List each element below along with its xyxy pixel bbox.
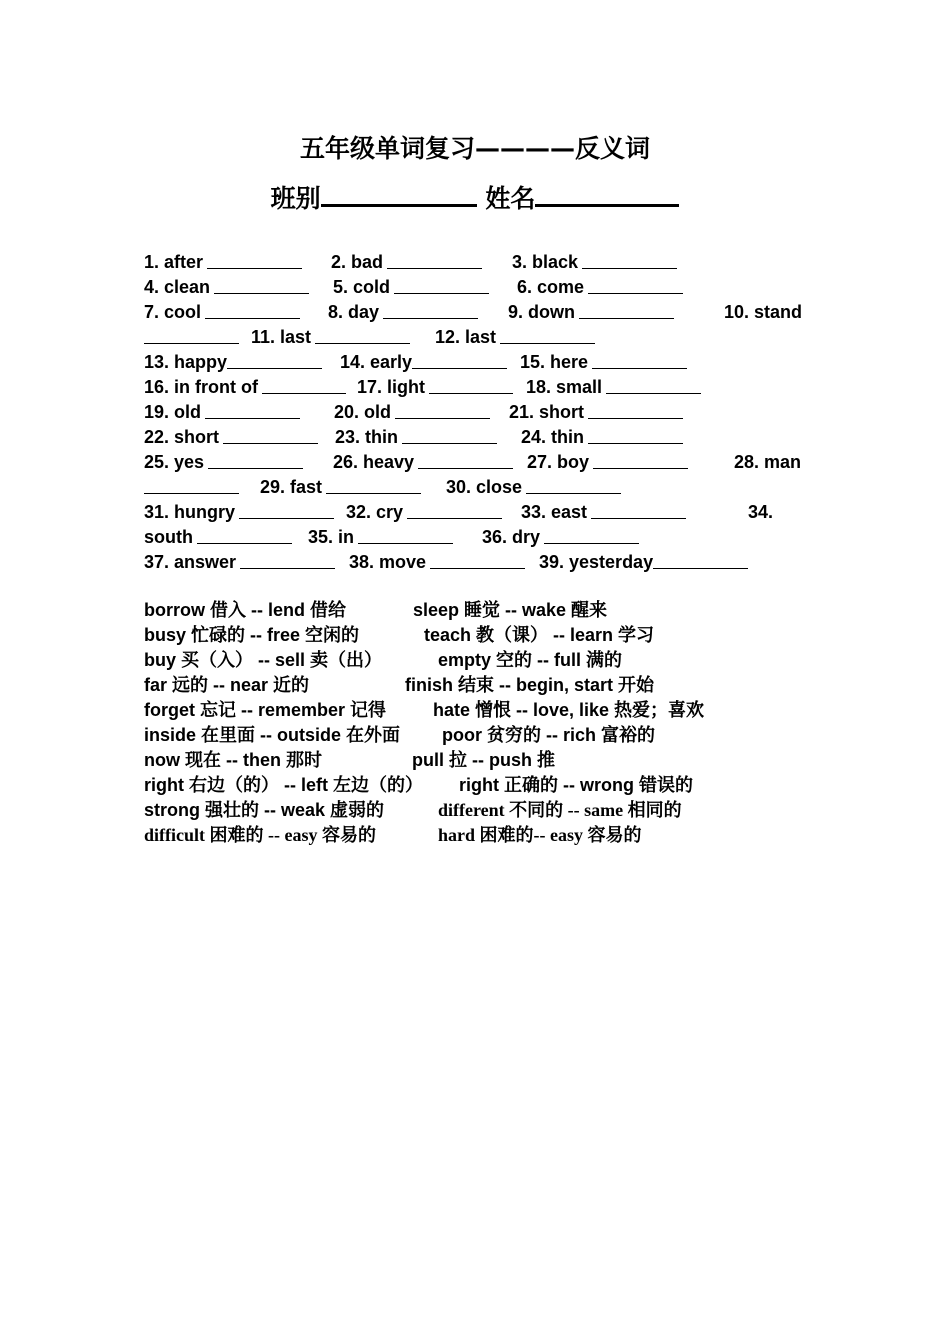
exercise-item: 13. happy <box>144 350 227 374</box>
answer-blank[interactable] <box>214 275 309 294</box>
exercise-row-11 <box>144 500 844 524</box>
reference-row <box>144 698 844 723</box>
reference-row <box>144 598 844 623</box>
exercise-item: 8. day <box>328 300 379 324</box>
reference-left: now 现在 -- then 那时 <box>144 750 322 770</box>
exercise-item: 6. come <box>517 275 584 299</box>
exercise-row-6 <box>144 375 844 399</box>
answer-blank[interactable] <box>606 375 701 394</box>
answer-blank[interactable] <box>387 250 482 269</box>
reference-right: teach 教（课） -- learn 学习 <box>424 625 655 645</box>
answer-blank[interactable] <box>582 250 677 269</box>
reference-left: forget 忘记 -- remember 记得 <box>144 700 387 720</box>
exercise-item: 34. <box>748 502 774 522</box>
reference-left: borrow 借入 -- lend 借给 <box>144 600 346 620</box>
answer-blank[interactable] <box>418 450 513 469</box>
exercise-item: 27. boy <box>527 450 589 474</box>
exercise-item: 18. small <box>526 375 602 399</box>
class-label: 班别 <box>270 184 321 213</box>
reference-right: hate 憎恨 -- love, like 热爱；喜欢 <box>433 700 705 720</box>
reference-right: pull 拉 -- push 推 <box>412 750 555 770</box>
exercise-item: 9. down <box>508 300 575 324</box>
exercise-item: 32. cry <box>346 500 403 524</box>
reference-row <box>144 798 844 823</box>
exercise-item: south <box>144 525 193 549</box>
reference-row <box>144 823 844 848</box>
name-blank[interactable] <box>535 182 679 207</box>
answer-blank[interactable] <box>144 325 239 344</box>
exercise-item: 16. in front of <box>144 375 258 399</box>
exercise-row-5 <box>144 350 844 374</box>
answer-blank[interactable] <box>205 400 300 419</box>
exercise-row-4 <box>144 325 844 349</box>
exercise-item: 22. short <box>144 425 219 449</box>
answer-blank[interactable] <box>579 300 674 319</box>
answer-blank[interactable] <box>383 300 478 319</box>
answer-blank[interactable] <box>591 500 686 519</box>
answer-blank[interactable] <box>588 400 683 419</box>
exercise-row-12 <box>144 525 844 549</box>
page-title: 五年级单词复习————反义词 <box>299 134 650 163</box>
answer-blank[interactable] <box>430 550 525 569</box>
exercise-row-10 <box>144 475 844 499</box>
reference-row <box>144 648 844 673</box>
exercise-item: 39. yesterday <box>539 550 653 574</box>
answer-blank[interactable] <box>402 425 497 444</box>
answer-blank[interactable] <box>544 525 639 544</box>
answer-blank[interactable] <box>205 300 300 319</box>
answer-blank[interactable] <box>500 325 595 344</box>
reference-left: far 远的 -- near 近的 <box>144 675 310 695</box>
exercise-item: 25. yes <box>144 450 204 474</box>
reference-left: difficult 困难的 -- easy 容易的 <box>144 825 376 845</box>
exercise-row-3 <box>144 300 844 324</box>
class-blank[interactable] <box>321 182 477 207</box>
exercise-item: 38. move <box>349 550 426 574</box>
answer-blank[interactable] <box>653 550 748 569</box>
reference-row <box>144 623 844 648</box>
exercise-item: 1. after <box>144 250 203 274</box>
exercise-item: 29. fast <box>260 475 322 499</box>
answer-blank[interactable] <box>407 500 502 519</box>
exercise-item: 20. old <box>334 400 391 424</box>
answer-blank[interactable] <box>394 275 489 294</box>
answer-blank[interactable] <box>208 450 303 469</box>
exercise-row-13 <box>144 550 844 574</box>
exercise-item: 30. close <box>446 475 522 499</box>
exercise-item: 31. hungry <box>144 500 235 524</box>
reference-row <box>144 773 844 798</box>
exercise-item: 21. short <box>509 400 584 424</box>
answer-blank[interactable] <box>526 475 621 494</box>
reference-left: buy 买（入） -- sell 卖（出） <box>144 650 383 670</box>
reference-row <box>144 723 844 748</box>
exercise-item: 4. clean <box>144 275 210 299</box>
answer-blank[interactable] <box>240 550 335 569</box>
answer-blank[interactable] <box>144 475 239 494</box>
answer-blank[interactable] <box>588 275 683 294</box>
answer-blank[interactable] <box>412 350 507 369</box>
exercise-item: 12. last <box>435 325 496 349</box>
exercise-item: 10. stand <box>724 302 803 322</box>
exercise-item: 28. man <box>734 452 802 472</box>
reference-right: right 正确的 -- wrong 错误的 <box>459 775 693 795</box>
answer-blank[interactable] <box>207 250 302 269</box>
exercise-row-7 <box>144 400 844 424</box>
exercise-row-2 <box>144 275 844 299</box>
reference-row <box>144 673 844 698</box>
answer-blank[interactable] <box>239 500 334 519</box>
exercise-item: 2. bad <box>331 250 383 274</box>
reference-right: hard 困难的-- easy 容易的 <box>438 825 642 845</box>
exercise-item: 7. cool <box>144 300 201 324</box>
exercise-item: 19. old <box>144 400 201 424</box>
exercise-item: 14. early <box>340 350 412 374</box>
answer-blank[interactable] <box>223 425 318 444</box>
exercise-item: 24. thin <box>521 425 584 449</box>
exercise-row-8 <box>144 425 844 449</box>
exercise-item: 15. here <box>520 350 588 374</box>
exercise-item: 3. black <box>512 250 578 274</box>
exercise-row-1 <box>144 250 844 274</box>
name-label: 姓名 <box>485 184 536 213</box>
exercise-item: 35. in <box>308 525 354 549</box>
reference-left: right 右边（的） -- left 左边（的） <box>144 775 423 795</box>
reference-right: finish 结束 -- begin, start 开始 <box>405 675 655 695</box>
reference-right: empty 空的 -- full 满的 <box>438 650 622 670</box>
reference-left: inside 在里面 -- outside 在外面 <box>144 725 401 745</box>
exercise-item: 33. east <box>521 500 587 524</box>
exercise-item: 26. heavy <box>333 450 414 474</box>
reference-right: different 不同的 -- same 相同的 <box>438 800 682 820</box>
exercise-item: 11. last <box>251 325 311 349</box>
exercise-item: 5. cold <box>333 275 390 299</box>
answer-blank[interactable] <box>197 525 292 544</box>
answer-blank[interactable] <box>227 350 322 369</box>
header-fields <box>0 181 950 217</box>
exercise-item: 23. thin <box>335 425 398 449</box>
answer-blank[interactable] <box>326 475 421 494</box>
exercise-item: 37. answer <box>144 550 236 574</box>
reference-right: sleep 睡觉 -- wake 醒来 <box>413 600 608 620</box>
reference-left: busy 忙碌的 -- free 空闲的 <box>144 625 360 645</box>
answer-blank[interactable] <box>315 325 410 344</box>
answer-blank[interactable] <box>429 375 513 394</box>
exercise-item: 36. dry <box>482 525 540 549</box>
answer-blank[interactable] <box>593 450 688 469</box>
answer-blank[interactable] <box>592 350 687 369</box>
answer-blank[interactable] <box>262 375 346 394</box>
exercise-row-9 <box>144 450 844 474</box>
reference-right: poor 贫穷的 -- rich 富裕的 <box>442 725 655 745</box>
answer-blank[interactable] <box>358 525 453 544</box>
reference-left: strong 强壮的 -- weak 虚弱的 <box>144 800 385 820</box>
answer-blank[interactable] <box>395 400 490 419</box>
exercise-item: 17. light <box>357 375 425 399</box>
answer-blank[interactable] <box>588 425 683 444</box>
reference-row <box>144 748 844 773</box>
